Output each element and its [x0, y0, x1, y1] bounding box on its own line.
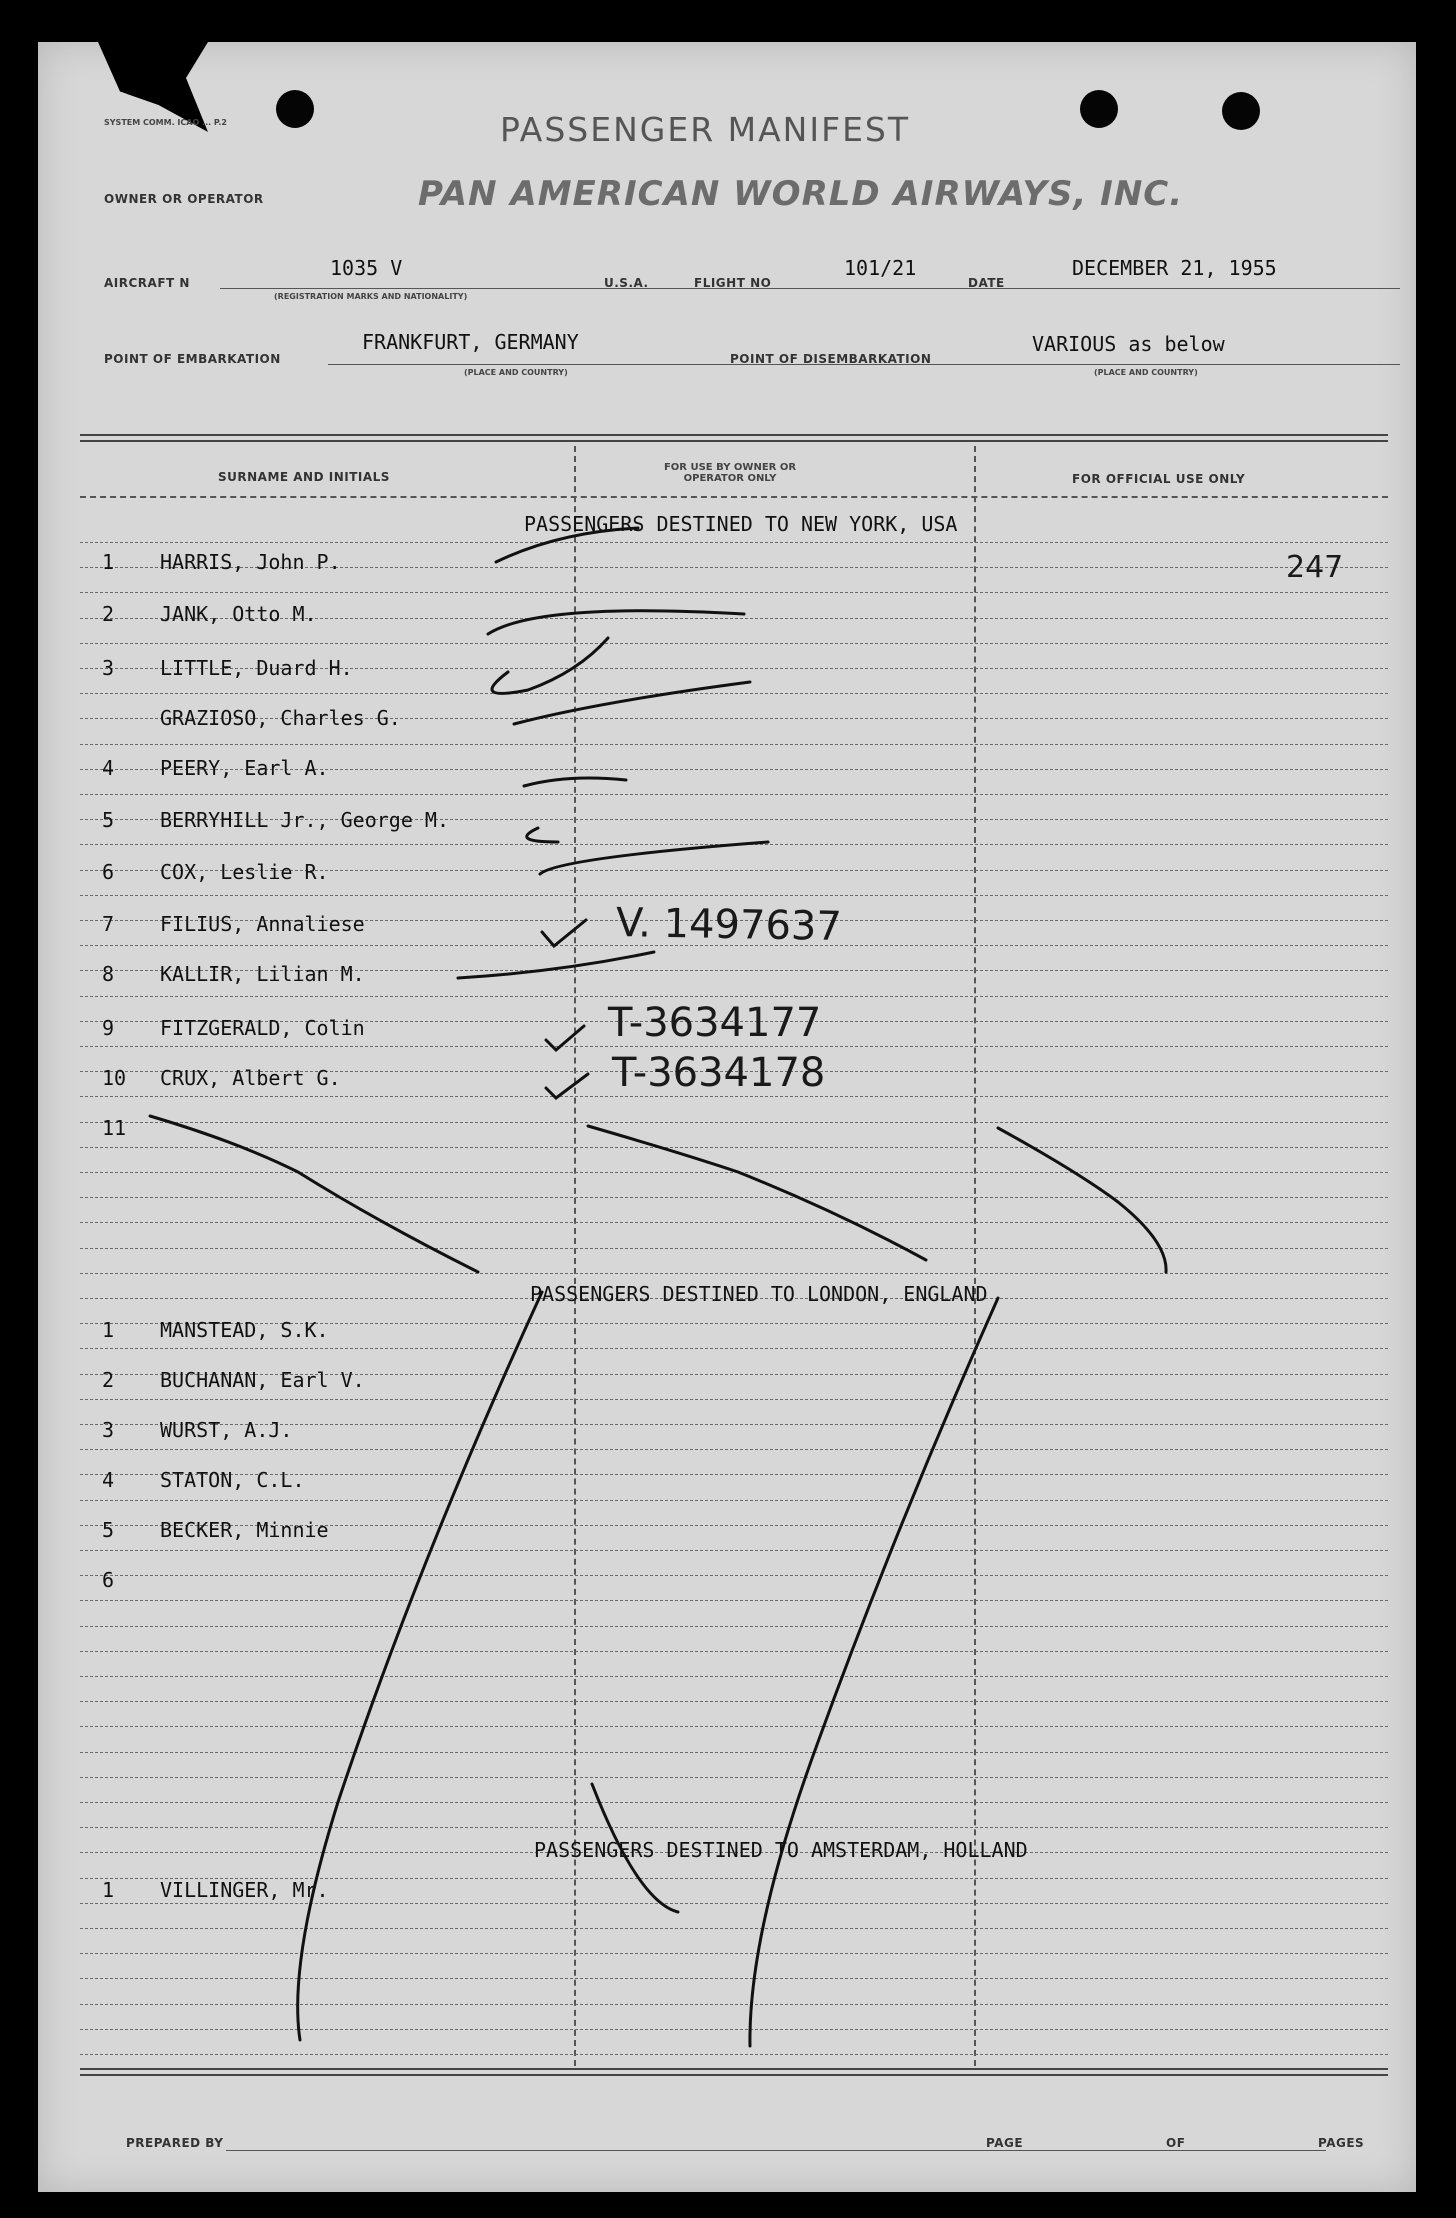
passenger-number: 11 — [102, 1116, 127, 1140]
passenger-number: 9 — [102, 1016, 115, 1040]
passenger-number: 1 — [102, 550, 115, 574]
strike-destined — [592, 1784, 678, 1912]
section-heading-new-york: PASSENGERS DESTINED TO NEW YORK, USA — [524, 512, 958, 536]
passenger-number: 2 — [102, 602, 115, 626]
passenger-number: 4 — [102, 1468, 115, 1492]
tick-cox — [540, 842, 768, 874]
tick-harris — [496, 528, 638, 562]
check-fitzgerald — [546, 1026, 584, 1050]
tick-grazioso — [514, 682, 750, 724]
passenger-name: BERRYHILL Jr., George M. — [160, 808, 449, 832]
passenger-number: 3 — [102, 656, 115, 680]
strike-owner-col — [588, 1126, 926, 1260]
passenger-name: KALLIR, Lilian M. — [160, 962, 365, 986]
passenger-name: BECKER, Minnie — [160, 1518, 329, 1542]
system-note: SYSTEM COMM. ICAO ... P.2 — [104, 118, 227, 127]
tick-jank — [488, 611, 744, 634]
passenger-name: MANSTEAD, S.K. — [160, 1318, 329, 1342]
passenger-number: 3 — [102, 1418, 115, 1442]
passenger-name: WURST, A.J. — [160, 1418, 293, 1442]
vertical-strike-1 — [298, 1292, 542, 2040]
page-label: PAGE — [986, 2136, 1024, 2150]
passenger-number: 1 — [102, 1318, 115, 1342]
disembark-note: (PLACE AND COUNTRY) — [1094, 368, 1198, 377]
aircraft-registration: 1035 V — [330, 256, 403, 280]
embark-note: (PLACE AND COUNTRY) — [464, 368, 568, 377]
passenger-number: 1 — [102, 1878, 115, 1902]
manifest-title: PASSENGER MANIFEST — [500, 110, 911, 149]
disembarkation-label: POINT OF DISEMBARKATION — [730, 352, 932, 366]
embarkation-label: POINT OF EMBARKATION — [104, 352, 281, 366]
passenger-name: FITZGERALD, Colin — [160, 1016, 365, 1040]
tick-berryhill — [527, 828, 558, 842]
tick-kallir — [458, 952, 654, 978]
passenger-number: 6 — [102, 860, 115, 884]
manifest-sheet — [38, 42, 1416, 2192]
handwritten-fitzgerald-doc: T-3634177 — [608, 1000, 822, 1046]
disembarkation-place: VARIOUS as below — [1032, 332, 1225, 356]
vertical-strike-2 — [750, 1298, 998, 2046]
check-filius — [542, 920, 586, 946]
section-heading-london: PASSENGERS DESTINED TO LONDON, ENGLAND — [530, 1282, 988, 1306]
prepared-by-label: PREPARED BY — [126, 2136, 224, 2150]
table-bottom-rule-2 — [80, 2074, 1388, 2076]
passenger-name: GRAZIOSO, Charles G. — [160, 706, 401, 730]
strike-name-col — [150, 1116, 478, 1272]
passenger-number: 8 — [102, 962, 115, 986]
passenger-name: JANK, Otto M. — [160, 602, 317, 626]
owner-label: OWNER OR OPERATOR — [104, 192, 264, 206]
passenger-name: FILIUS, Annaliese — [160, 912, 365, 936]
tick-little — [492, 638, 608, 693]
strike-official-col — [998, 1128, 1166, 1272]
passenger-name: COX, Leslie R. — [160, 860, 329, 884]
operator-name: PAN AMERICAN WORLD AIRWAYS, INC. — [418, 174, 1184, 214]
pen-marks — [38, 42, 1416, 2192]
tick-peery — [524, 778, 626, 786]
embarkation-place: FRANKFURT, GERMANY — [362, 330, 579, 354]
passenger-name: BUCHANAN, Earl V. — [160, 1368, 365, 1392]
aircraft-label: AIRCRAFT N — [104, 276, 190, 290]
check-crux — [546, 1074, 588, 1098]
passenger-number: 4 — [102, 756, 115, 780]
section-heading-amsterdam: PASSENGERS DESTINED TO AMSTERDAM, HOLLAND — [534, 1838, 1028, 1862]
passenger-name: STATON, C.L. — [160, 1468, 305, 1492]
passenger-number: 6 — [102, 1568, 115, 1592]
passenger-number: 5 — [102, 808, 115, 832]
passenger-name: LITTLE, Duard H. — [160, 656, 353, 680]
passenger-number: 5 — [102, 1518, 115, 1542]
column-header-surname: SURNAME AND INITIALS — [218, 470, 390, 484]
manifest-date: DECEMBER 21, 1955 — [1072, 256, 1277, 280]
passenger-number: 7 — [102, 912, 115, 936]
passenger-name: HARRIS, John P. — [160, 550, 341, 574]
passenger-name: PEERY, Earl A. — [160, 756, 329, 780]
registration-note: (REGISTRATION MARKS AND NATIONALITY) — [274, 292, 468, 301]
column-header-owner-use: FOR USE BY OWNER OR OPERATOR ONLY — [663, 462, 797, 484]
passenger-name: CRUX, Albert G. — [160, 1066, 341, 1090]
country-label: U.S.A. — [604, 276, 649, 290]
handwritten-crux-doc: T-3634178 — [612, 1050, 826, 1096]
pages-label: PAGES — [1318, 2136, 1365, 2150]
handwritten-filius-doc: V. 1497637 — [615, 900, 843, 950]
flight-number: 101/21 — [844, 256, 917, 280]
official-number: 247 — [1286, 550, 1344, 585]
passenger-number: 10 — [102, 1066, 127, 1090]
date-label: DATE — [968, 276, 1005, 290]
column-header-official-use: FOR OFFICIAL USE ONLY — [1072, 472, 1246, 486]
flight-label: FLIGHT NO — [694, 276, 772, 290]
table-bottom-rule — [80, 2068, 1388, 2070]
passenger-number: 2 — [102, 1368, 115, 1392]
of-label: OF — [1166, 2136, 1186, 2150]
passenger-name: VILLINGER, Mr. — [160, 1878, 329, 1902]
footer-underline — [226, 2150, 1326, 2151]
